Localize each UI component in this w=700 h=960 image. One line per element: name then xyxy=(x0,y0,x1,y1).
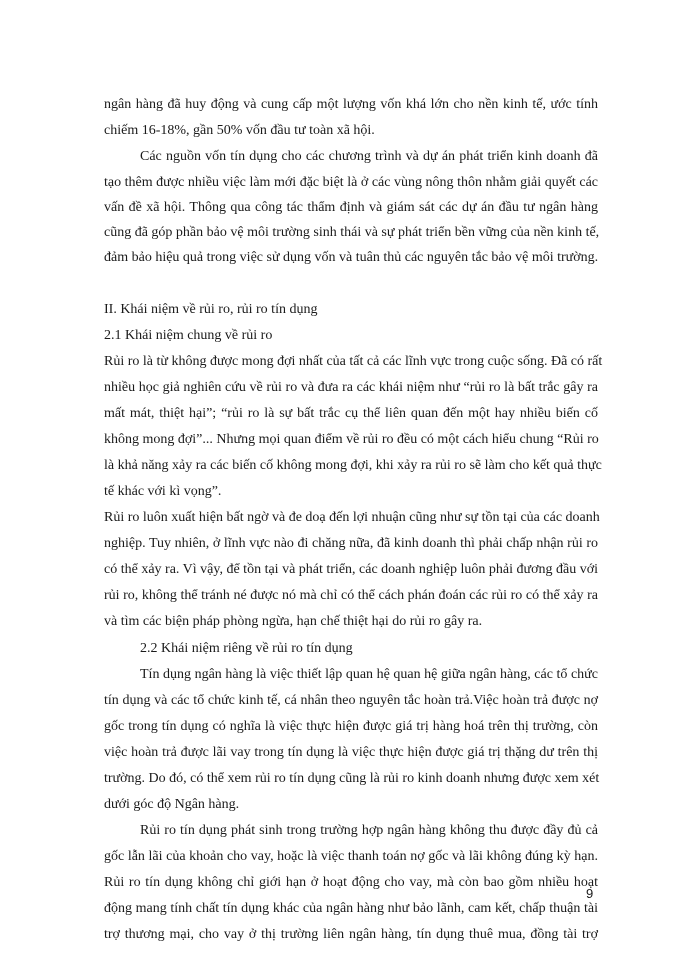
subsection-heading: 2.1 Khái niệm chung về rủi ro xyxy=(104,328,273,343)
text-line: gốc lẫn lãi của khoản cho vay, hoặc là việc thanh toán nợ gốc và lãi không đúng kỳ hạn. xyxy=(104,849,598,864)
text-line: ngân hàng đã huy động và cung cấp một lượng vốn khá lớn cho nền kinh tế, ước tính xyxy=(104,97,598,112)
text-line: Tín dụng ngân hàng là việc thiết lập quan hệ quan hệ giữa ngân hàng, các tổ chức xyxy=(140,667,598,682)
text-line: Rủi ro là từ không được mong đợi nhất của tất cả các lĩnh vực trong cuộc sống. Đã có rất xyxy=(104,354,603,369)
text-line: Rủi ro luôn xuất hiện bất ngờ và đe doạ đến lợi nhuận cũng như sự tồn tại của các doanh xyxy=(104,510,600,525)
text-line: vấn đề xã hội. Thông qua công tác thẩm định và giám sát các dự án đầu tư ngân hàng xyxy=(104,200,598,215)
text-line: mất mát, thiệt hại”; “rủi ro là sự bất trắc cụ thể liên quan đến một hay nhiều biến cố xyxy=(104,406,598,421)
text-line: tín dụng và các tổ chức kinh tế, cá nhân theo nguyên tắc hoàn trả.Việc hoàn trả được nợ xyxy=(104,693,598,708)
text-line: và tìm các biện pháp phòng ngừa, hạn chế thiệt hại do rủi ro gây ra. xyxy=(104,614,483,629)
text-line: tế khác với kì vọng”. xyxy=(104,484,222,499)
text-line: Rủi ro tín dụng không chỉ giới hạn ở hoạt động cho vay, mà còn bao gồm nhiều hoạt xyxy=(104,875,598,890)
text-line: chiếm 16-18%, gần 50% vốn đầu tư toàn xã hội. xyxy=(104,123,375,138)
text-line: việc hoàn trả được lãi vay trong tín dụng là việc thực hiện được giá trị thặng dư trên thị xyxy=(104,745,598,760)
text-line: trợ thương mại, cho vay ở thị trường liên ngân hàng, tín dụng thuê mua, đồng tài trợ xyxy=(104,927,598,942)
text-line: trường. Do đó, có thể xem rủi ro tín dụng cũng là rủi ro kinh doanh nhưng được xem xét xyxy=(104,771,600,786)
text-line: nghiệp. Tuy nhiên, ở lĩnh vực nào đi chăng nữa, đã kinh doanh thì phải chấp nhận rủi ro xyxy=(104,536,598,551)
text-line: cũng đã góp phần bảo vệ môi trường sinh thái và sự phát triển bền vững của nền kinh tế, xyxy=(104,225,600,240)
page-number: 9 xyxy=(586,886,594,901)
text-line: tạo thêm được nhiều việc làm mới đặc biệt là ở các vùng nông thôn nhằm giải quyết các xyxy=(104,175,598,190)
text-line: có thể xảy ra. Vì vậy, để tồn tại và phát triển, các doanh nghiệp luôn phải đương đầu với xyxy=(104,562,598,577)
subsection-heading: 2.2 Khái niệm riêng về rủi ro tín dụng xyxy=(140,641,353,656)
text-line: rủi ro, không thể tránh né được nó mà chỉ có thể cách phán đoán các rủi ro có thể xảy ra xyxy=(104,588,598,603)
text-line: Các nguồn vốn tín dụng cho các chương trình và dự án phát triển kinh doanh đã xyxy=(140,149,598,164)
text-line: dưới góc độ Ngân hàng. xyxy=(104,797,240,812)
text-line: là khả năng xảy ra các biến cố không mong đợi, khi xảy ra rủi ro sẽ làm cho kết quả thực xyxy=(104,458,602,473)
text-line: động mang tính chất tín dụng khác của ngân hàng như bảo lãnh, cam kết, chấp thuận tài xyxy=(104,901,598,916)
text-line: Rủi ro tín dụng phát sinh trong trường hợp ngân hàng không thu được đầy đủ cả xyxy=(140,823,598,838)
text-line: nhiều học giả nghiên cứu về rủi ro và đưa ra các khái niệm như “rủi ro là bất trắc gây ra xyxy=(104,380,598,395)
text-line: gốc trong tín dụng có nghĩa là việc thực hiện được giá trị hàng hoá trên thị trường, còn xyxy=(104,719,598,734)
section-heading: II. Khái niệm về rủi ro, rủi ro tín dụng xyxy=(104,302,318,317)
text-line: không mong đợi”... Nhưng mọi quan điểm về rủi ro đều có một cách hiểu chung “Rủi ro xyxy=(104,432,599,447)
text-line: đảm bảo hiệu quả trong việc sử dụng vốn và tuân thủ các nguyên tắc bảo vệ môi trường. xyxy=(104,250,599,265)
